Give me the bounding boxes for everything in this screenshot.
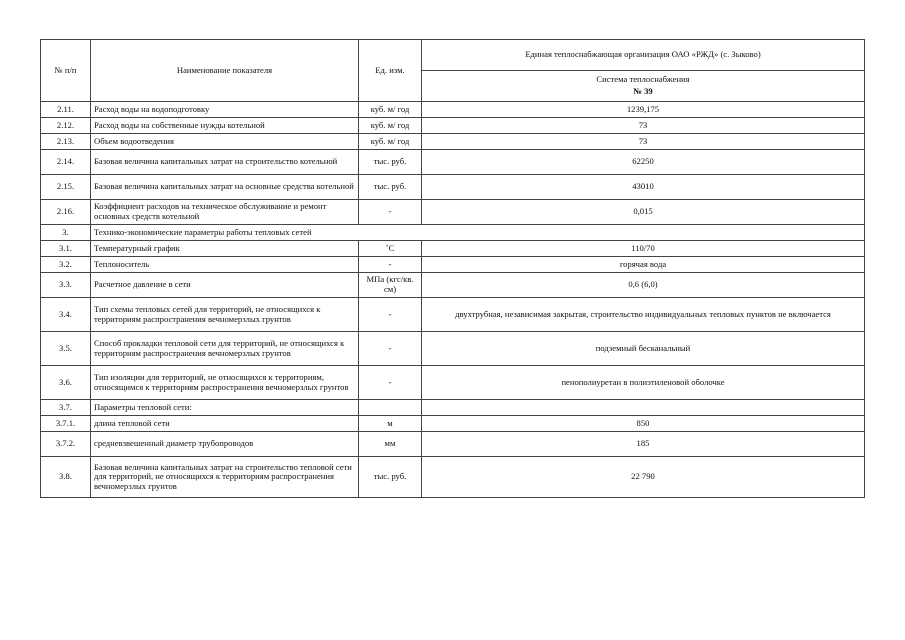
value-cell: двухтрубная, независимая закрытая, строительство индивидуальных тепловых пунктов не включается — [422, 298, 865, 332]
row-number: 3.1. — [41, 241, 91, 257]
indicator-name: Базовая величина капитальных затрат на основные средства котельной — [91, 175, 359, 200]
row-number: 2.14. — [41, 150, 91, 175]
table-row — [41, 134, 865, 150]
indicator-name: Расход воды на собственные нужды котельной — [91, 118, 359, 134]
header-organization: Единая теплоснабжающая организация ОАО «РЖД» (с. Зыково) — [422, 40, 865, 71]
unit-cell: МПа (кгс/кв. см) — [359, 273, 422, 298]
unit-cell: тыс. руб. — [359, 457, 422, 498]
indicator-name: Тип изоляции для территорий, не относящихся к территориям, относящимся к территориям распространения вечномерзлых грунтов — [91, 366, 359, 400]
value-cell: 0,6 (6,0) — [422, 273, 865, 298]
row-number: 2.12. — [41, 118, 91, 134]
table-row — [41, 102, 865, 118]
table-body — [41, 102, 865, 498]
table-row — [41, 298, 865, 332]
row-number: 3.6. — [41, 366, 91, 400]
value-cell: горячая вода — [422, 257, 865, 273]
unit-cell: - — [359, 298, 422, 332]
value-cell — [422, 400, 865, 416]
system-label: Система теплоснабжения — [596, 74, 690, 85]
row-number: 2.16. — [41, 200, 91, 225]
indicator-name: Объем водоотведения — [91, 134, 359, 150]
indicator-name: Тип схемы тепловых сетей для территорий, не относящихся к территориям распространения вечномерзлых грунтов — [91, 298, 359, 332]
row-number: 3.7. — [41, 400, 91, 416]
value-cell: 22 790 — [422, 457, 865, 498]
row-number: 2.15. — [41, 175, 91, 200]
section-title: Технико-экономические параметры работы тепловых сетей — [91, 225, 865, 241]
row-number: 2.13. — [41, 134, 91, 150]
unit-cell: куб. м/ год — [359, 102, 422, 118]
value-cell: пенополиуретан в полиэтиленовой оболочке — [422, 366, 865, 400]
unit-cell: мм — [359, 432, 422, 457]
table-row — [41, 175, 865, 200]
table-row — [41, 400, 865, 416]
unit-cell: - — [359, 366, 422, 400]
unit-cell: куб. м/ год — [359, 118, 422, 134]
table-row — [41, 457, 865, 498]
unit-cell: - — [359, 332, 422, 366]
value-cell: 73 — [422, 134, 865, 150]
row-number: 3.2. — [41, 257, 91, 273]
unit-cell: тыс. руб. — [359, 175, 422, 200]
value-cell: 850 — [422, 416, 865, 432]
value-cell: 110/70 — [422, 241, 865, 257]
row-number: 3. — [41, 225, 91, 241]
indicator-name: Базовая величина капитальных затрат на строительство тепловой сети для территорий, не относящихся к территориям распространения вечномерзлых грунтов — [91, 457, 359, 498]
value-cell: 1239,175 — [422, 102, 865, 118]
table-row — [41, 257, 865, 273]
table-row — [41, 273, 865, 298]
header-system — [422, 71, 865, 102]
indicator-name: Расход воды на водоподготовку — [91, 102, 359, 118]
table-row — [41, 200, 865, 225]
indicator-name: Параметры тепловой сети: — [91, 400, 359, 416]
row-number: 3.8. — [41, 457, 91, 498]
unit-cell: ˚С — [359, 241, 422, 257]
row-number: 3.7.1. — [41, 416, 91, 432]
table-row — [41, 241, 865, 257]
indicator-name: Теплоноситель — [91, 257, 359, 273]
unit-cell: - — [359, 200, 422, 225]
header-number: № п/п — [41, 40, 91, 102]
indicator-name: средневзвешенный диаметр трубопроводов — [91, 432, 359, 457]
unit-cell: куб. м/ год — [359, 134, 422, 150]
section-row — [41, 225, 865, 241]
value-cell: подземный бесканальный — [422, 332, 865, 366]
table-row — [41, 432, 865, 457]
indicator-name: Коэффициент расходов на техническое обслуживание и ремонт основных средств котельной — [91, 200, 359, 225]
row-number: 3.3. — [41, 273, 91, 298]
header-unit: Ед. изм. — [359, 40, 422, 102]
header-row — [41, 40, 865, 71]
indicator-name: Расчетное давление в сети — [91, 273, 359, 298]
indicators-table — [40, 39, 865, 498]
row-number: 3.7.2. — [41, 432, 91, 457]
row-number: 2.11. — [41, 102, 91, 118]
table-row — [41, 118, 865, 134]
table-row — [41, 150, 865, 175]
header-indicator-name: Наименование показателя — [91, 40, 359, 102]
system-number: № 39 — [633, 86, 653, 96]
unit-cell: - — [359, 257, 422, 273]
row-number: 3.5. — [41, 332, 91, 366]
table-row — [41, 366, 865, 400]
unit-cell — [359, 400, 422, 416]
value-cell: 73 — [422, 118, 865, 134]
indicator-name: Способ прокладки тепловой сети для территорий, не относящихся к территориям распространения вечномерзлых грунтов — [91, 332, 359, 366]
indicator-name: длина тепловой сети — [91, 416, 359, 432]
indicator-name: Базовая величина капитальных затрат на строительство котельной — [91, 150, 359, 175]
indicator-name: Температурный график — [91, 241, 359, 257]
value-cell: 43010 — [422, 175, 865, 200]
row-number: 3.4. — [41, 298, 91, 332]
value-cell: 62250 — [422, 150, 865, 175]
unit-cell: тыс. руб. — [359, 150, 422, 175]
table-row — [41, 416, 865, 432]
unit-cell: м — [359, 416, 422, 432]
table-row — [41, 332, 865, 366]
value-cell: 185 — [422, 432, 865, 457]
value-cell: 0,015 — [422, 200, 865, 225]
